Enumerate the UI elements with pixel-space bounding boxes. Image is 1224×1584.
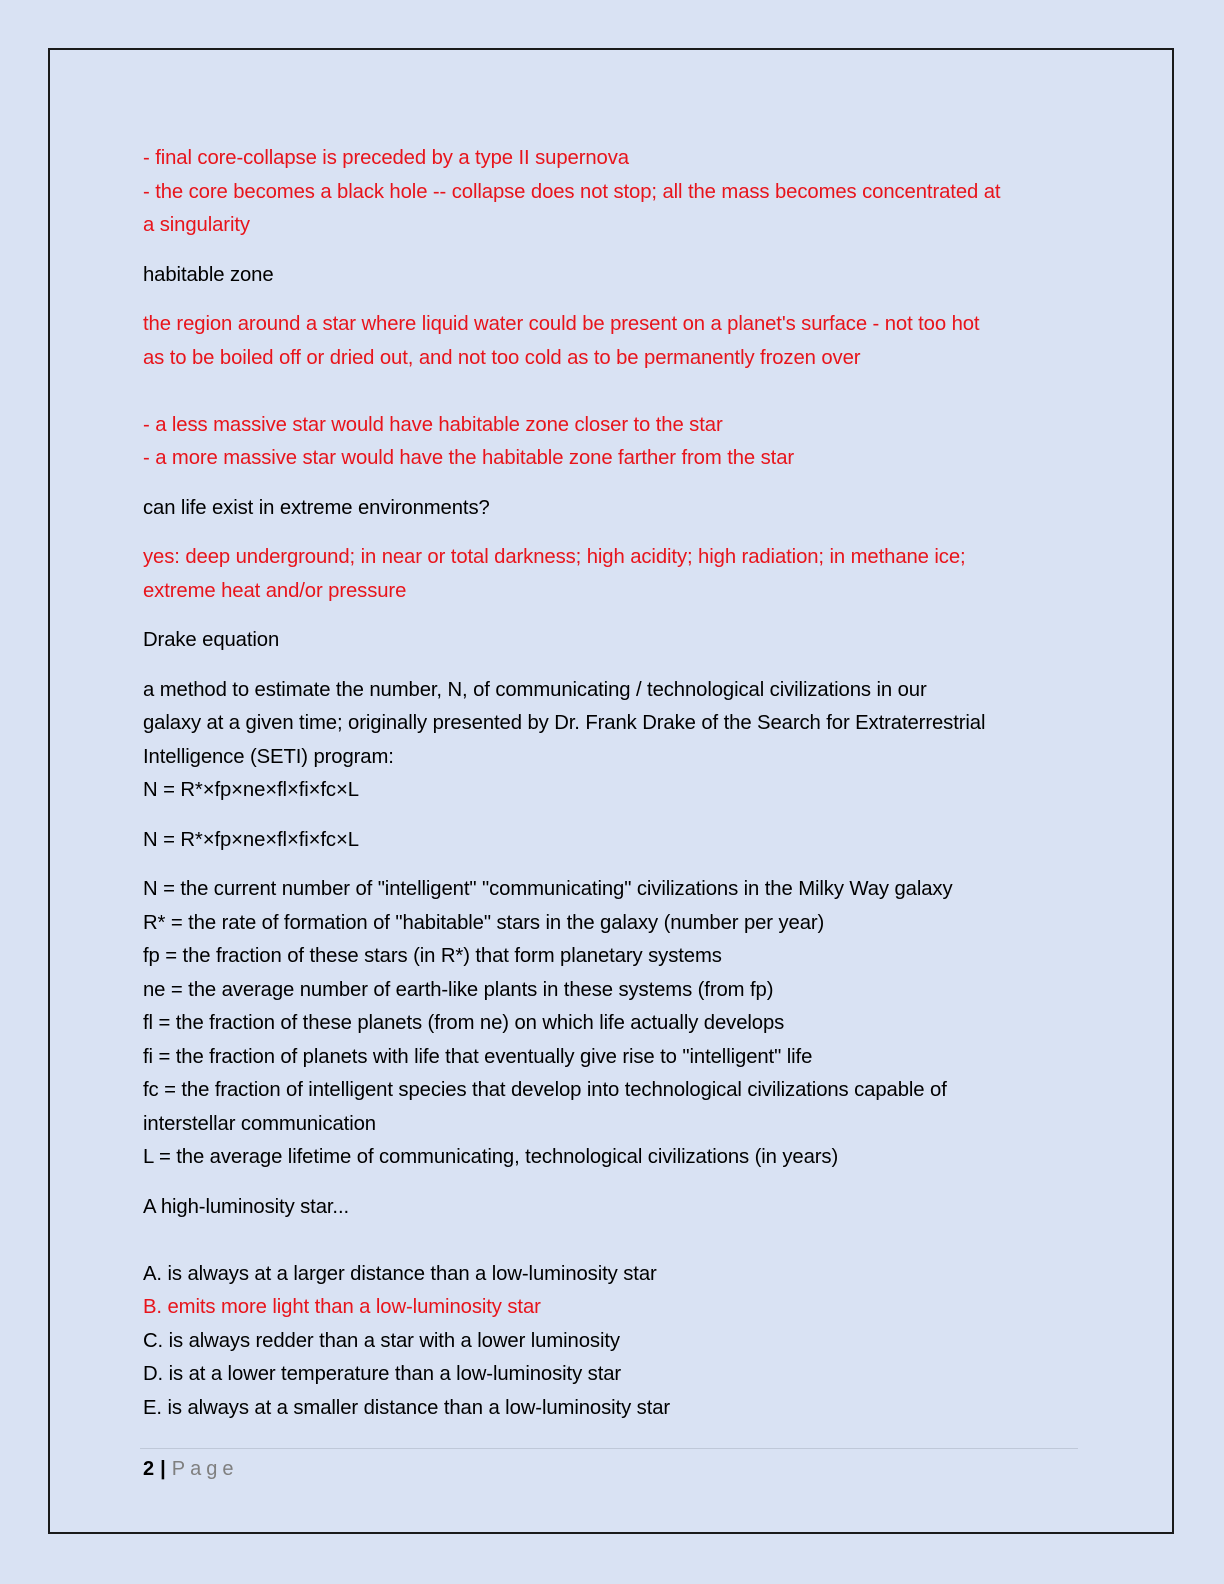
paragraph — [143, 492, 1078, 526]
text-line: a method to estimate the number, N, of communicating / technological civilizations in our — [143, 678, 927, 701]
text-line — [143, 375, 1078, 409]
footer-separator: | — [160, 1458, 166, 1480]
paragraph — [143, 1325, 1078, 1426]
text-line: A high-luminosity star... — [143, 1195, 350, 1218]
text-line: N = the current number of "intelligent" "communicating" civilizations in the Milky Way galaxy — [143, 878, 953, 900]
text-line: D. is at a lower temperature than a low-luminosity star — [143, 1363, 622, 1385]
paragraph — [143, 308, 1078, 476]
text-line: - the core becomes a black hole -- collapse does not stop; all the mass becomes concentrated at — [143, 180, 1001, 203]
paragraph — [143, 541, 1078, 608]
text-line: ne = the average number of earth-like plants in these systems (from fp) — [143, 978, 774, 1001]
text-line: - final core-collapse is preceded by a type II supernova — [143, 147, 629, 169]
text-line: a singularity — [143, 214, 250, 236]
text-line: B. emits more light than a low-luminosity star — [143, 1296, 541, 1318]
text-line: - a less massive star would have habitable zone closer to the star — [143, 413, 723, 436]
paragraph — [143, 624, 1078, 658]
text-line: L = the average lifetime of communicating, technological civilizations (in years) — [143, 1146, 839, 1168]
text-line: Intelligence (SETI) program: — [143, 745, 394, 768]
text-line: extreme heat and/or pressure — [143, 579, 407, 602]
text-line: A. is always at a larger distance than a low-luminosity star — [143, 1262, 657, 1285]
paragraph — [143, 824, 1078, 858]
page-number: 2 — [143, 1458, 155, 1480]
text-line: the region around a star where liquid water could be present on a planet's surface - not too hot — [143, 313, 980, 335]
text-line: fi = the fraction of planets with life that eventually give rise to "intelligent" life — [143, 1045, 813, 1068]
text-line: galaxy at a given time; originally presented by Dr. Frank Drake of the Search for Extraterrestrial — [143, 712, 986, 734]
text-line: fl = the fraction of these planets (from ne) on which life actually develops — [143, 1012, 785, 1034]
text-line: yes: deep underground; in near or total darkness; high acidity; high radiation; in methane ice; — [143, 546, 966, 568]
paragraph — [143, 674, 1078, 808]
text-line: C. is always redder than a star with a lower luminosity — [143, 1329, 620, 1352]
text-line: fp = the fraction of these stars (in R*) that form planetary systems — [143, 945, 722, 967]
text-line: interstellar communication — [143, 1112, 376, 1135]
paragraph — [143, 259, 1078, 293]
paragraph — [143, 142, 1078, 243]
paragraph — [143, 1191, 1078, 1292]
footer-divider — [140, 1448, 1078, 1449]
text-line: fc = the fraction of intelligent species that develop into technological civilizations capable of — [143, 1079, 947, 1101]
text-line: habitable zone — [143, 263, 274, 286]
document-body — [143, 142, 1078, 1425]
text-line: Drake equation — [143, 629, 280, 651]
text-line: as to be boiled off or dried out, and not too cold as to be permanently frozen over — [143, 346, 861, 369]
text-line: can life exist in extreme environments? — [143, 496, 490, 519]
text-line: R* = the rate of formation of "habitable" stars in the galaxy (number per year) — [143, 911, 825, 934]
text-line: - a more massive star would have the habitable zone farther from the star — [143, 447, 795, 469]
text-line: N = R*×fp×ne×fl×fi×fc×L — [143, 779, 359, 801]
text-line: N = R*×fp×ne×fl×fi×fc×L — [143, 828, 359, 851]
paragraph — [143, 1291, 1078, 1325]
page-footer — [143, 1455, 238, 1483]
text-line: E. is always at a smaller distance than a low-luminosity star — [143, 1396, 671, 1419]
page-label: Page — [171, 1458, 239, 1480]
paragraph — [143, 873, 1078, 1175]
text-line — [143, 1224, 1078, 1258]
